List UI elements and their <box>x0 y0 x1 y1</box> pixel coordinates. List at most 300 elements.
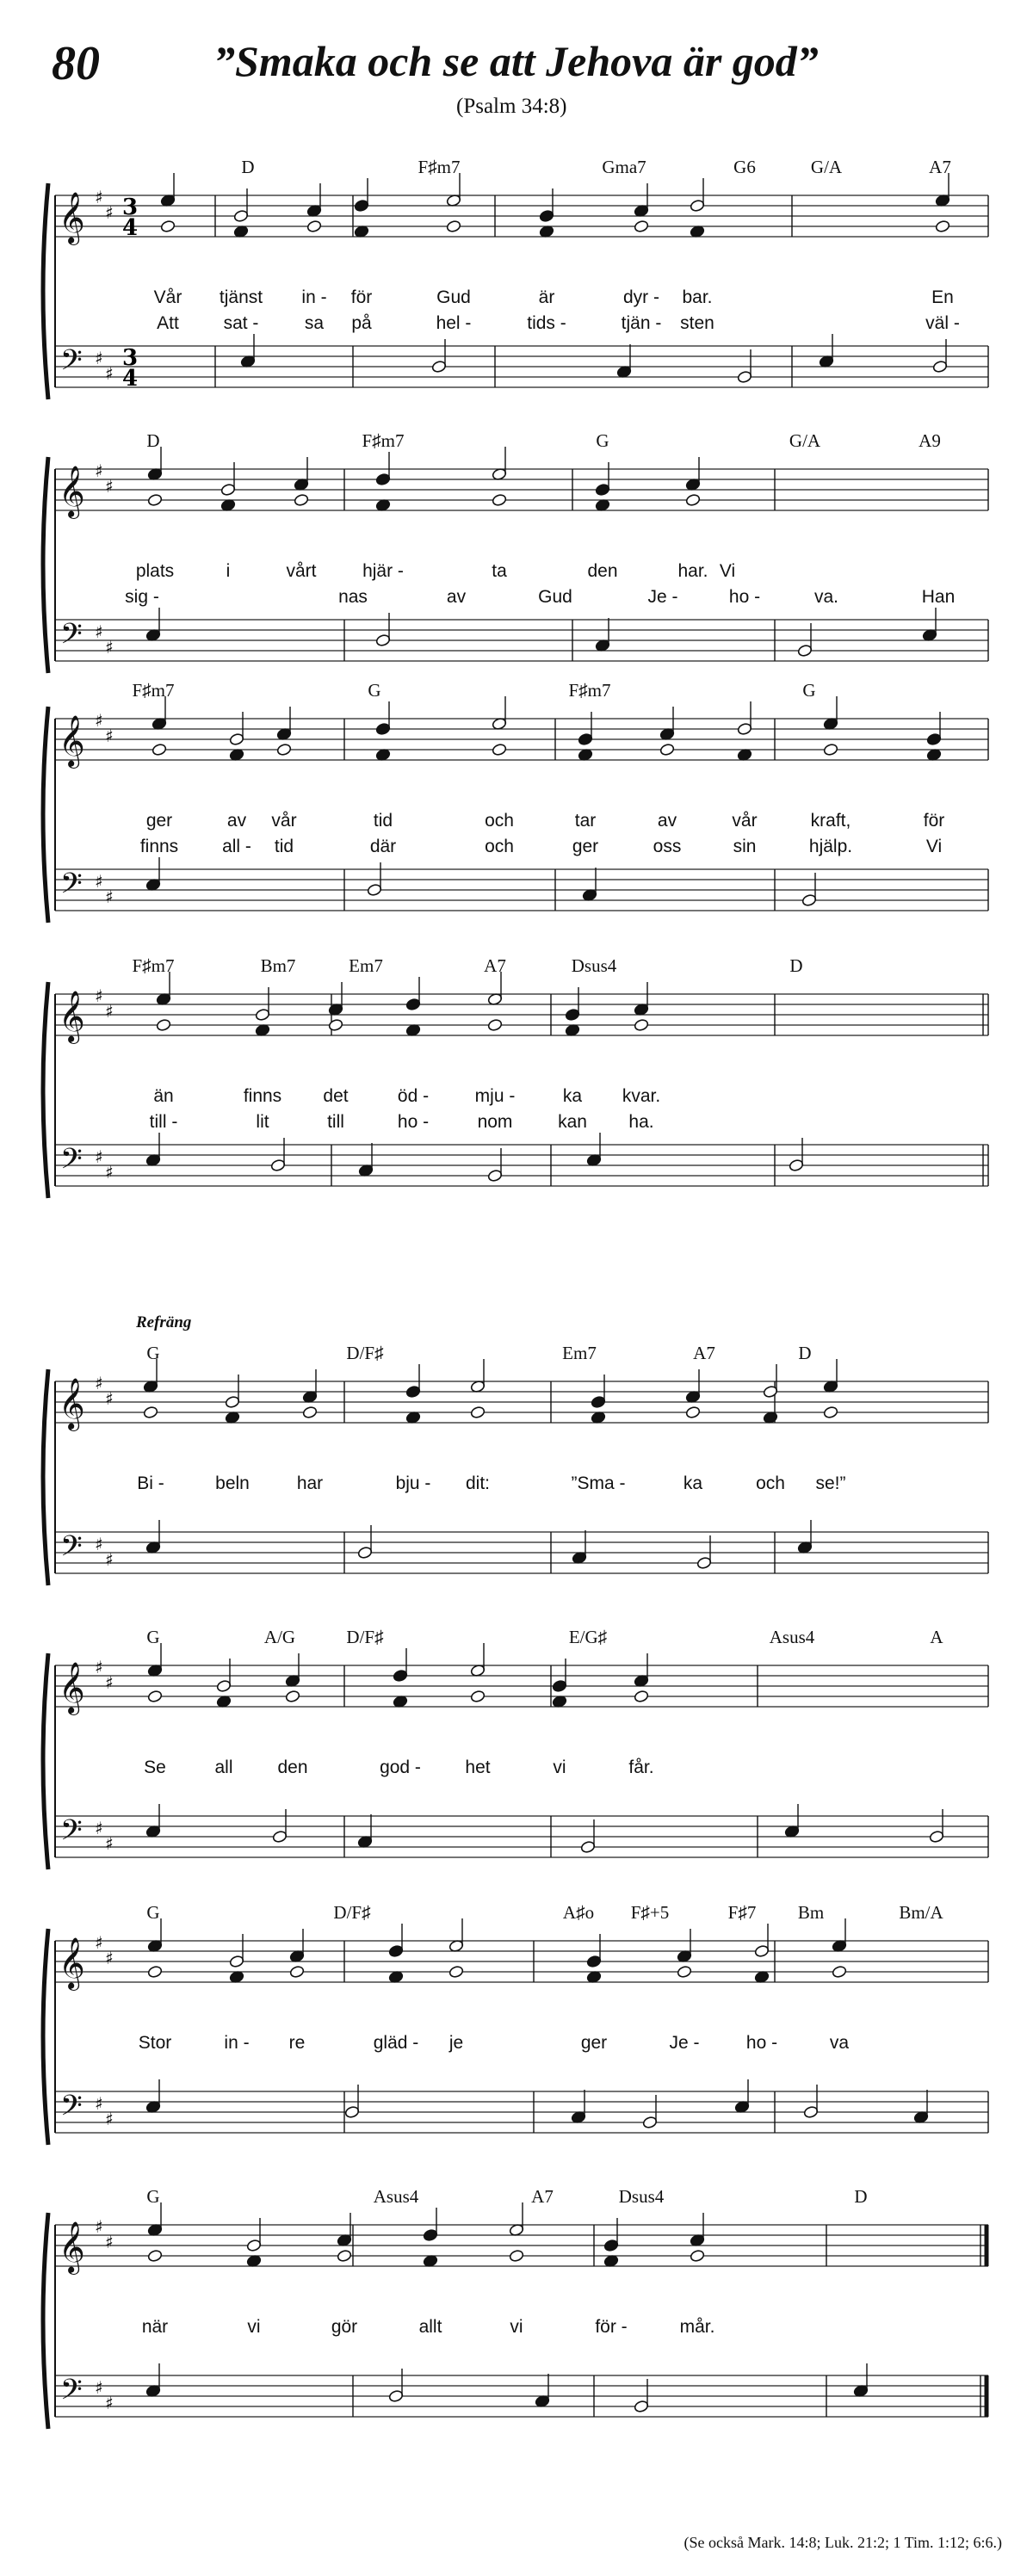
key-sharp: ♯ <box>95 2377 103 2398</box>
lyric-syllable: all <box>214 1757 233 1777</box>
staff-svg <box>0 1902 1033 2160</box>
chord-symbol: Bm/A <box>899 1902 943 1923</box>
lyric-syllable: va <box>829 2033 850 2053</box>
note-head <box>255 1008 270 1021</box>
note-head <box>659 743 675 756</box>
lyric-syllable: het <box>465 1757 491 1777</box>
lyric-syllable: i <box>226 561 231 581</box>
note-head <box>552 1679 567 1692</box>
chord-symbol: F♯m7 <box>568 680 611 701</box>
note-head <box>634 1018 649 1031</box>
note-head <box>737 722 752 735</box>
note-head <box>143 1405 158 1418</box>
chord-symbol: F♯m7 <box>132 680 175 701</box>
note-head <box>276 743 292 756</box>
lyric-syllable: vi <box>553 1757 566 1777</box>
note-head <box>328 1018 343 1031</box>
lyric-syllable: dyr - <box>623 287 659 307</box>
lyric-syllable: har <box>296 1473 324 1493</box>
lyric-syllable: god - <box>380 1757 421 1777</box>
note-head <box>539 209 554 222</box>
chord-symbol: Asus4 <box>769 1627 815 1647</box>
lyric-syllable: mju - <box>474 1086 516 1106</box>
treble-staff <box>55 1941 988 1982</box>
chord-symbol: F♯7 <box>727 1902 757 1923</box>
note-head <box>580 1840 596 1853</box>
key-sharp: ♯ <box>95 187 103 207</box>
note-head <box>803 2105 819 2118</box>
lyric-syllable: gläd - <box>373 2033 419 2053</box>
key-sharp: ♯ <box>95 1373 103 1393</box>
treble-staff <box>55 469 988 510</box>
lyric-syllable: Gud <box>436 287 471 307</box>
treble-time-top: 3 <box>122 195 139 220</box>
lyric-syllable: all - <box>222 837 251 856</box>
key-sharp: ♯ <box>105 726 114 746</box>
chord-symbol: F♯m7 <box>418 157 461 177</box>
note-head <box>354 199 369 212</box>
treble-clef: 𝄞 <box>59 991 85 1042</box>
music-system <box>0 1627 1033 1885</box>
lyric-syllable: vår <box>271 811 297 831</box>
chord-symbol: G <box>146 1902 160 1923</box>
lyric-syllable: ger <box>572 837 599 856</box>
note-head <box>797 644 813 657</box>
note-head <box>929 1830 944 1843</box>
note-head <box>229 1955 244 1968</box>
note-head <box>147 493 163 506</box>
lyric-syllable: och <box>756 1473 785 1493</box>
lyric-syllable: plats <box>135 561 175 581</box>
chord-symbol: G <box>146 1627 160 1647</box>
lyric-syllable: än <box>153 1086 174 1106</box>
note-head <box>216 1679 232 1692</box>
note-head <box>294 493 309 506</box>
staff-svg <box>0 1343 1033 1601</box>
treble-staff <box>55 1381 988 1423</box>
chord-symbol: D <box>789 955 803 976</box>
lyric-syllable: av <box>446 587 467 607</box>
song-number: 80 <box>52 37 100 90</box>
treble-staff <box>55 994 988 1035</box>
treble-time-bottom: 4 <box>122 215 139 241</box>
note-head <box>634 219 649 232</box>
note-head <box>763 1385 778 1398</box>
chord-symbol: D <box>798 1343 812 1363</box>
bass-staff <box>55 346 988 387</box>
lyric-syllable: för - <box>595 2317 628 2337</box>
lyric-syllable: nas <box>338 587 368 607</box>
chord-symbol: D/F♯ <box>346 1627 384 1647</box>
chord-symbol: A7 <box>929 157 951 177</box>
chord-symbol: F♯m7 <box>362 430 405 451</box>
lyric-syllable: sat - <box>223 313 259 333</box>
chord-symbol: G <box>802 680 816 701</box>
note-head <box>470 1690 486 1702</box>
lyric-syllable: hjär - <box>362 561 404 581</box>
key-sharp: ♯ <box>95 985 103 1006</box>
chord-symbol: D <box>241 157 255 177</box>
bass-time-bottom: 4 <box>122 366 139 392</box>
lyric-syllable: sin <box>733 837 757 856</box>
chord-symbol: G <box>146 2186 160 2207</box>
chord-symbol: Bm <box>797 1902 825 1923</box>
note-head <box>302 1405 318 1418</box>
lyric-syllable: för <box>923 811 945 831</box>
key-sharp: ♯ <box>95 710 103 731</box>
lyric-syllable: vi <box>247 2317 261 2337</box>
lyric-syllable: det <box>323 1086 349 1106</box>
key-sharp: ♯ <box>105 1001 114 1022</box>
song-title: ”Smaka och se att Jehova är god” <box>213 37 819 85</box>
key-sharp: ♯ <box>105 1549 114 1570</box>
key-sharp: ♯ <box>105 637 114 658</box>
lyric-syllable: den <box>587 561 618 581</box>
music-system <box>0 955 1033 1214</box>
lyric-syllable: in - <box>224 2033 250 2053</box>
note-head <box>470 1405 486 1418</box>
chord-symbol: Bm7 <box>260 955 296 976</box>
note-head <box>595 483 610 496</box>
note-head <box>642 2116 658 2128</box>
lyric-syllable: öd - <box>397 1086 430 1106</box>
note-head <box>935 219 950 232</box>
lyric-syllable: vår <box>732 811 758 831</box>
lyric-syllable: till - <box>149 1112 178 1132</box>
staff-svg <box>0 1627 1033 1885</box>
bass-staff <box>55 1532 988 1573</box>
lyric-syllable: ho - <box>745 2033 778 2053</box>
brace <box>43 183 48 399</box>
lyric-syllable: re <box>288 2033 306 2053</box>
staff-svg <box>0 430 1033 689</box>
key-sharp: ♯ <box>95 460 103 481</box>
bass-staff <box>55 2091 988 2133</box>
chord-symbol: G <box>146 1343 160 1363</box>
chord-symbol: G/A <box>789 430 821 451</box>
lyric-syllable: vi <box>510 2317 523 2337</box>
bass-clef: 𝄢 <box>60 2090 83 2129</box>
note-head <box>685 1405 701 1418</box>
chord-symbol: Dsus4 <box>618 2186 665 2207</box>
chord-symbol: A7 <box>693 1343 715 1363</box>
note-head <box>375 473 391 485</box>
key-sharp: ♯ <box>95 1818 103 1838</box>
note-head <box>306 219 322 232</box>
lyric-syllable: mår. <box>679 2317 715 2337</box>
note-head <box>801 893 817 906</box>
lyric-syllable: hel - <box>436 313 472 333</box>
note-head <box>823 1405 838 1418</box>
note-head <box>754 1944 770 1957</box>
lyric-syllable: Vår <box>153 287 182 307</box>
brace <box>43 1929 48 2145</box>
lyric-syllable: ka <box>683 1473 703 1493</box>
note-head <box>823 743 838 756</box>
brace <box>43 1653 48 1869</box>
key-sharp: ♯ <box>105 202 114 223</box>
lyric-syllable: Stor <box>138 2033 172 2053</box>
key-sharp: ♯ <box>95 2093 103 2114</box>
note-head <box>448 1965 464 1978</box>
note-head <box>229 732 244 745</box>
music-system <box>0 1313 1033 1601</box>
lyric-syllable: får. <box>628 1757 654 1777</box>
bass-time-top: 3 <box>122 345 139 371</box>
lyric-syllable: av <box>657 811 677 831</box>
lyric-syllable: ger <box>580 2033 608 2053</box>
treble-staff <box>55 1665 988 1707</box>
lyric-syllable: hjälp. <box>808 837 853 856</box>
chord-symbol: G/A <box>810 157 843 177</box>
lyric-syllable: finns <box>243 1086 282 1106</box>
chord-symbol: Em7 <box>349 955 383 976</box>
chord-symbol: D <box>854 2186 868 2207</box>
music-system <box>0 1902 1033 2160</box>
lyric-syllable: vårt <box>286 561 317 581</box>
note-head <box>492 743 507 756</box>
bass-staff <box>55 1816 988 1857</box>
note-head <box>337 2249 352 2262</box>
chord-symbol: E/G♯ <box>568 1627 608 1647</box>
treble-clef: 𝄞 <box>59 466 85 517</box>
lyric-syllable: gör <box>331 2317 358 2337</box>
treble-clef: 𝄞 <box>59 1378 85 1430</box>
note-head <box>690 2249 705 2262</box>
note-head <box>487 1018 503 1031</box>
note-head <box>147 2249 163 2262</box>
lyric-syllable: väl - <box>925 313 960 333</box>
lyric-syllable: kvar. <box>622 1086 661 1106</box>
chord-symbol: A/G <box>263 1627 296 1647</box>
chord-symbol: F♯+5 <box>630 1902 670 1923</box>
chord-symbol: Gma7 <box>602 157 646 177</box>
lyric-syllable: Je - <box>647 587 678 607</box>
note-head <box>586 1955 602 1968</box>
lyric-syllable: finns <box>139 837 179 856</box>
lyric-syllable: sig - <box>125 587 159 607</box>
key-sharp: ♯ <box>95 871 103 892</box>
note-head <box>405 1385 421 1398</box>
treble-clef: 𝄞 <box>59 2221 85 2273</box>
key-sharp: ♯ <box>95 348 103 368</box>
brace <box>43 2213 48 2429</box>
bass-clef: 𝄢 <box>60 344 83 384</box>
lyric-syllable: je <box>448 2033 464 2053</box>
staff-svg <box>0 955 1033 1214</box>
lyric-syllable: ta <box>492 561 507 581</box>
brace <box>43 707 48 923</box>
chord-symbol: G6 <box>733 157 756 177</box>
chord-symbol: G <box>596 430 609 451</box>
key-sharp: ♯ <box>105 1162 114 1183</box>
note-head <box>926 732 942 745</box>
staff-svg <box>0 2186 1033 2444</box>
lyric-syllable: oss <box>653 837 682 856</box>
lyric-syllable: och <box>485 837 514 856</box>
note-head <box>634 2400 649 2412</box>
lyric-syllable: allt <box>418 2317 442 2337</box>
note-head <box>285 1690 300 1702</box>
note-head <box>832 1965 847 1978</box>
chord-symbol: D/F♯ <box>333 1902 371 1923</box>
note-head <box>246 2239 262 2252</box>
lyric-syllable: Han <box>921 587 956 607</box>
lyric-syllable: av <box>226 811 247 831</box>
note-head <box>423 2228 438 2241</box>
note-head <box>289 1965 305 1978</box>
note-head <box>225 1395 240 1408</box>
lyric-syllable: nom <box>477 1112 513 1132</box>
chord-symbol: F♯m7 <box>132 955 175 976</box>
lyric-syllable: tjän - <box>621 313 662 333</box>
key-sharp: ♯ <box>95 1657 103 1677</box>
lyric-syllable: Je - <box>669 2033 700 2053</box>
note-head <box>357 1546 373 1559</box>
bass-clef: 𝄢 <box>60 618 83 658</box>
bass-staff <box>55 1145 988 1186</box>
key-sharp: ♯ <box>95 1146 103 1167</box>
brace <box>43 1369 48 1585</box>
note-head <box>147 1965 163 1978</box>
music-system <box>0 157 1033 415</box>
lyric-syllable: har. <box>677 561 708 581</box>
chord-symbol: A7 <box>531 2186 554 2207</box>
chord-symbol: D <box>146 430 160 451</box>
lyric-syllable: ger <box>145 811 173 831</box>
note-head <box>696 1556 712 1569</box>
note-head <box>147 1690 163 1702</box>
lyric-syllable: tids - <box>527 313 566 333</box>
bass-clef: 𝄢 <box>60 868 83 907</box>
note-head <box>677 1965 692 1978</box>
treble-clef: 𝄞 <box>59 1937 85 1989</box>
lyric-syllable: tid <box>373 811 393 831</box>
chord-symbol: Asus4 <box>373 2186 419 2207</box>
staff-svg <box>0 157 1033 415</box>
lyric-syllable: Vi <box>719 561 736 581</box>
staff-svg <box>0 680 1033 938</box>
note-head <box>690 199 705 212</box>
key-sharp: ♯ <box>105 1833 114 1854</box>
note-head <box>685 493 701 506</box>
lyric-syllable: tid <box>274 837 294 856</box>
bass-staff <box>55 869 988 911</box>
key-sharp: ♯ <box>105 2109 114 2129</box>
note-head <box>565 1008 580 1021</box>
key-sharp: ♯ <box>105 2232 114 2252</box>
lyric-syllable: kan <box>558 1112 587 1132</box>
lyric-syllable: ka <box>562 1086 583 1106</box>
lyric-syllable: när <box>141 2317 169 2337</box>
note-head <box>233 209 249 222</box>
note-head <box>509 2249 524 2262</box>
chord-symbol: D/F♯ <box>346 1343 384 1363</box>
note-head <box>405 998 421 1010</box>
note-head <box>737 370 752 383</box>
note-head <box>156 1018 171 1031</box>
note-head <box>591 1395 606 1408</box>
lyric-syllable: Gud <box>538 587 572 607</box>
bass-clef: 𝄢 <box>60 1530 83 1570</box>
note-head <box>393 1669 408 1682</box>
chord-symbol: A7 <box>484 955 506 976</box>
note-head <box>152 743 167 756</box>
key-sharp: ♯ <box>95 1534 103 1554</box>
key-sharp: ♯ <box>105 363 114 384</box>
key-sharp: ♯ <box>105 1672 114 1693</box>
note-head <box>578 732 593 745</box>
key-sharp: ♯ <box>105 1948 114 1968</box>
lyric-syllable: Vi <box>925 837 943 856</box>
key-sharp: ♯ <box>105 1388 114 1409</box>
note-head <box>388 2389 404 2402</box>
lyric-syllable: ho - <box>728 587 761 607</box>
lyric-syllable: sten <box>680 313 714 333</box>
key-sharp: ♯ <box>105 886 114 907</box>
note-head <box>375 633 391 646</box>
brace <box>43 982 48 1198</box>
lyric-syllable: den <box>277 1757 308 1777</box>
chord-symbol: A9 <box>919 430 941 451</box>
chord-symbol: A♯o <box>562 1902 595 1923</box>
lyric-syllable: till <box>327 1112 344 1132</box>
note-head <box>932 360 948 373</box>
bass-staff <box>55 2375 988 2417</box>
note-head <box>431 360 447 373</box>
lyric-syllable: Bi - <box>137 1473 164 1493</box>
lyric-syllable: bar. <box>682 287 713 307</box>
key-sharp: ♯ <box>105 2393 114 2413</box>
bass-clef: 𝄢 <box>60 2374 83 2413</box>
note-head <box>270 1158 286 1171</box>
lyric-syllable: för <box>350 287 373 307</box>
lyric-syllable: lit <box>256 1112 269 1132</box>
lyric-syllable: på <box>351 313 372 333</box>
lyric-syllable: tar <box>574 811 597 831</box>
key-sharp: ♯ <box>95 2216 103 2237</box>
lyric-syllable: där <box>369 837 397 856</box>
lyric-syllable: se!” <box>815 1473 846 1493</box>
treble-clef: 𝄞 <box>59 715 85 767</box>
footer-references: (Se också Mark. 14:8; Luk. 21:2; 1 Tim. 1:12; 6:6.) <box>684 2534 1002 2551</box>
lyric-syllable: ha. <box>628 1112 654 1132</box>
chord-symbol: Dsus4 <box>571 955 617 976</box>
treble-clef: 𝄞 <box>59 1662 85 1714</box>
key-sharp: ♯ <box>95 621 103 642</box>
lyric-syllable: Att <box>157 313 179 333</box>
treble-clef: 𝄞 <box>59 192 85 244</box>
lyric-syllable: bju - <box>395 1473 431 1493</box>
song-subtitle: (Psalm 34:8) <box>456 95 567 118</box>
lyric-syllable: är <box>538 287 555 307</box>
note-head <box>789 1158 804 1171</box>
note-head <box>603 2239 619 2252</box>
lyric-syllable: tjänst <box>219 287 263 307</box>
note-head <box>367 883 382 896</box>
lyric-syllable: En <box>931 287 954 307</box>
note-head <box>220 483 236 496</box>
bass-clef: 𝄢 <box>60 1814 83 1854</box>
note-head <box>388 1944 404 1957</box>
key-sharp: ♯ <box>95 1932 103 1953</box>
chord-symbol: Em7 <box>562 1343 597 1363</box>
lyric-syllable: kraft, <box>810 811 851 831</box>
note-head <box>634 1690 649 1702</box>
chord-symbol: G <box>368 680 381 701</box>
lyric-syllable: Se <box>144 1757 166 1777</box>
lyric-syllable: ho - <box>397 1112 430 1132</box>
